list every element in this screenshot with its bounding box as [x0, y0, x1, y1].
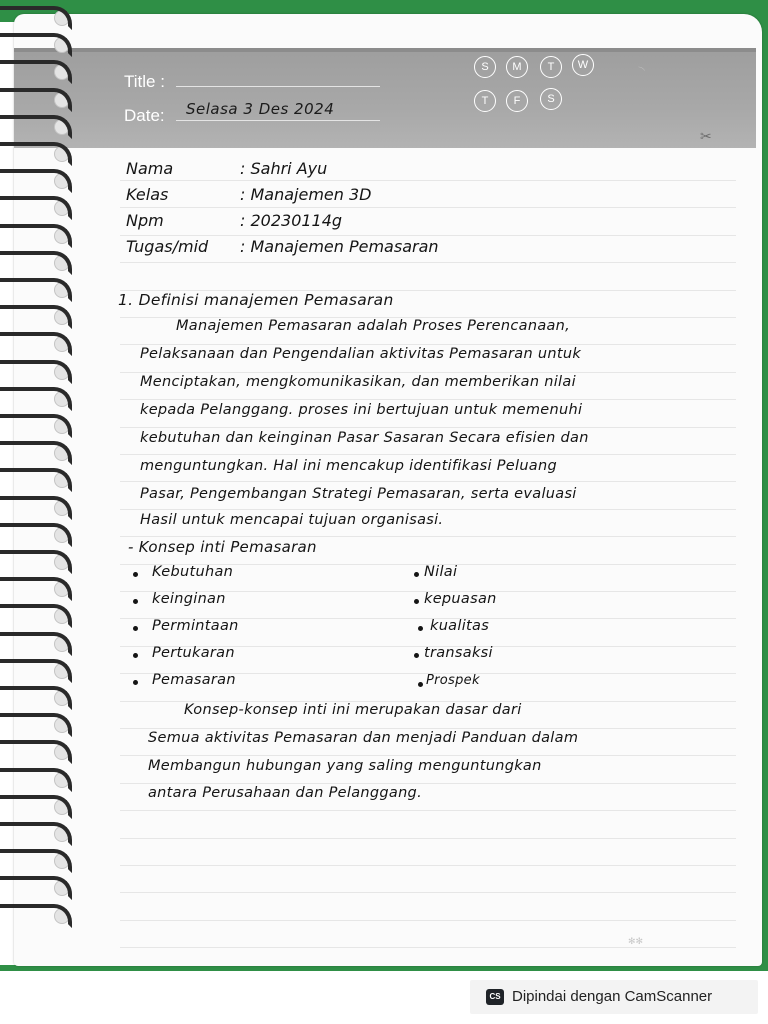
fold-mark: ⌒	[634, 65, 646, 78]
paragraph-line: Hasil untuk mencapai tujuan organisasi.	[140, 512, 444, 528]
spiral-ring	[0, 171, 88, 191]
ring-wire	[0, 142, 72, 166]
ring-wire	[0, 169, 72, 193]
ring-wire	[0, 768, 72, 792]
date-value: Selasa 3 Des 2024	[186, 100, 335, 118]
concept-left-item: Pertukaran	[152, 645, 235, 661]
ruled-line	[120, 344, 736, 345]
camscanner-text: Dipindai dengan CamScanner	[512, 988, 713, 1005]
ruled-line	[120, 454, 736, 455]
class-value: : Manajemen 3D	[240, 185, 372, 204]
npm-label: Npm	[126, 211, 164, 230]
ruled-line	[120, 399, 736, 400]
spiral-ring	[0, 334, 88, 354]
concept-left-item: Kebutuhan	[152, 564, 234, 580]
ruled-line	[120, 235, 736, 236]
spiral-ring	[0, 62, 88, 82]
day-circle-fri: F	[506, 90, 528, 112]
ring-wire	[0, 33, 72, 57]
spiral-ring	[0, 824, 88, 844]
spiral-ring	[0, 742, 88, 762]
bullet	[133, 653, 138, 658]
ring-wire	[0, 305, 72, 329]
closing-line: Membangun hubungan yang saling menguntungkan	[148, 758, 542, 774]
ruled-line	[120, 509, 736, 510]
spiral-ring	[0, 416, 88, 436]
paragraph-line: menguntungkan. Hal ini mencakup identifikasi Peluang	[140, 458, 557, 474]
page-corner-mark: ✻✻	[628, 936, 644, 946]
bullet	[133, 626, 138, 631]
ring-wire	[0, 822, 72, 846]
spiral-ring	[0, 552, 88, 572]
concepts-heading: - Konsep inti Pemasaran	[128, 538, 317, 556]
name-label: Nama	[126, 159, 174, 178]
ruled-line	[120, 427, 736, 428]
paragraph-line: Pelaksanaan dan Pengendalian aktivitas Pemasaran untuk	[140, 346, 582, 362]
spiral-ring	[0, 90, 88, 110]
concept-right-item: transaksi	[424, 645, 493, 661]
bullet	[414, 599, 419, 604]
ring-wire	[0, 740, 72, 764]
day-circle-sun: S	[474, 56, 496, 78]
name-value: : Sahri Ayu	[240, 159, 328, 178]
section-heading: 1. Definisi manajemen Pemasaran	[118, 291, 394, 309]
spiral-ring	[0, 389, 88, 409]
spiral-ring	[0, 253, 88, 273]
ring-wire	[0, 876, 72, 900]
ring-wire	[0, 523, 72, 547]
npm-value: : 20230114g	[240, 211, 343, 230]
bullet	[414, 653, 419, 658]
spiral-ring	[0, 226, 88, 246]
class-label: Kelas	[126, 185, 169, 204]
bullet	[418, 682, 423, 687]
spiral-ring	[0, 688, 88, 708]
ring-wire	[0, 360, 72, 384]
date-line	[176, 120, 380, 121]
assignment-label: Tugas/mid	[126, 237, 209, 256]
ring-wire	[0, 115, 72, 139]
scissor-icon: ✂	[700, 128, 712, 144]
spiral-ring	[0, 770, 88, 790]
ring-wire	[0, 550, 72, 574]
spiral-ring	[0, 362, 88, 382]
ruled-line	[120, 838, 736, 839]
ring-wire	[0, 196, 72, 220]
bullet	[418, 626, 423, 631]
ring-wire	[0, 468, 72, 492]
spiral-ring	[0, 715, 88, 735]
concept-right-item: Nilai	[424, 564, 458, 580]
spiral-ring	[0, 35, 88, 55]
bullet	[133, 680, 138, 685]
ruled-line	[120, 728, 736, 729]
spiral-ring	[0, 280, 88, 300]
spiral-ring	[0, 606, 88, 626]
ring-wire	[0, 604, 72, 628]
ruled-line	[120, 262, 736, 263]
ruled-line	[120, 947, 736, 948]
concept-right-item: kualitas	[430, 618, 490, 634]
spiral-ring	[0, 797, 88, 817]
closing-line: Konsep-konsep inti ini merupakan dasar dari	[184, 702, 522, 718]
ring-wire	[0, 904, 72, 928]
ruled-line	[120, 207, 736, 208]
spiral-ring	[0, 470, 88, 490]
ruled-line	[120, 865, 736, 866]
spiral-ring	[0, 579, 88, 599]
ring-wire	[0, 849, 72, 873]
concept-left-item: keinginan	[152, 591, 226, 607]
ring-wire	[0, 278, 72, 302]
ring-wire	[0, 6, 72, 30]
page-header-band	[14, 48, 756, 148]
assignment-value: : Manajemen Pemasaran	[240, 237, 439, 256]
ruled-line	[120, 783, 736, 784]
ring-wire	[0, 414, 72, 438]
closing-line: Semua aktivitas Pemasaran dan menjadi Panduan dalam	[148, 730, 579, 746]
day-circle-wed: W	[572, 54, 594, 76]
paragraph-line: Manajemen Pemasaran adalah Proses Perencanaan,	[176, 318, 571, 334]
paragraph-line: Pasar, Pengembangan Strategi Pemasaran, serta evaluasi	[140, 486, 577, 502]
camscanner-watermark	[470, 980, 758, 1014]
day-circle-tue: T	[540, 56, 562, 78]
bullet	[133, 599, 138, 604]
spiral-ring	[0, 634, 88, 654]
ring-wire	[0, 659, 72, 683]
ruled-line	[120, 481, 736, 482]
concept-left-item: Pemasaran	[152, 672, 236, 688]
ring-wire	[0, 332, 72, 356]
paragraph-line: kebutuhan dan keinginan Pasar Sasaran Secara efisien dan	[140, 430, 589, 446]
ruled-line	[120, 372, 736, 373]
spiral-ring	[0, 198, 88, 218]
ring-wire	[0, 496, 72, 520]
ring-wire	[0, 577, 72, 601]
title-label: Title :	[124, 72, 165, 91]
ring-wire	[0, 686, 72, 710]
ring-wire	[0, 713, 72, 737]
day-circle-mon: M	[506, 56, 528, 78]
spiral-ring	[0, 144, 88, 164]
spiral-ring	[0, 498, 88, 518]
spiral-ring	[0, 661, 88, 681]
ring-wire	[0, 251, 72, 275]
spiral-ring	[0, 443, 88, 463]
ruled-line	[120, 180, 736, 181]
ring-wire	[0, 795, 72, 819]
day-circle-thu: T	[474, 90, 496, 112]
ruled-line	[120, 536, 736, 537]
paragraph-line: Menciptakan, mengkomunikasikan, dan memberikan nilai	[140, 374, 576, 390]
ring-wire	[0, 224, 72, 248]
spiral-ring	[0, 117, 88, 137]
spiral-ring	[0, 8, 88, 28]
ring-wire	[0, 60, 72, 84]
closing-line: antara Perusahaan dan Pelanggang.	[148, 785, 422, 801]
spiral-ring	[0, 851, 88, 871]
spiral-ring	[0, 878, 88, 898]
ruled-line	[120, 920, 736, 921]
concept-right-item: kepuasan	[424, 591, 497, 607]
camscanner-logo: CS	[486, 989, 504, 1005]
paragraph-line: kepada Pelanggang. proses ini bertujuan untuk memenuhi	[140, 402, 583, 418]
title-line	[176, 86, 380, 87]
spiral-ring	[0, 307, 88, 327]
bullet	[414, 572, 419, 577]
date-label: Date:	[124, 106, 165, 125]
ruled-line	[120, 810, 736, 811]
ring-wire	[0, 441, 72, 465]
ring-wire	[0, 88, 72, 112]
spiral-ring	[0, 906, 88, 926]
concept-left-item: Permintaan	[152, 618, 239, 634]
ruled-line	[120, 892, 736, 893]
ruled-line	[120, 755, 736, 756]
ring-wire	[0, 387, 72, 411]
spiral-ring	[0, 525, 88, 545]
day-circle-sat: S	[540, 88, 562, 110]
bullet	[133, 572, 138, 577]
concept-right-item: Prospek	[426, 673, 480, 688]
ring-wire	[0, 632, 72, 656]
